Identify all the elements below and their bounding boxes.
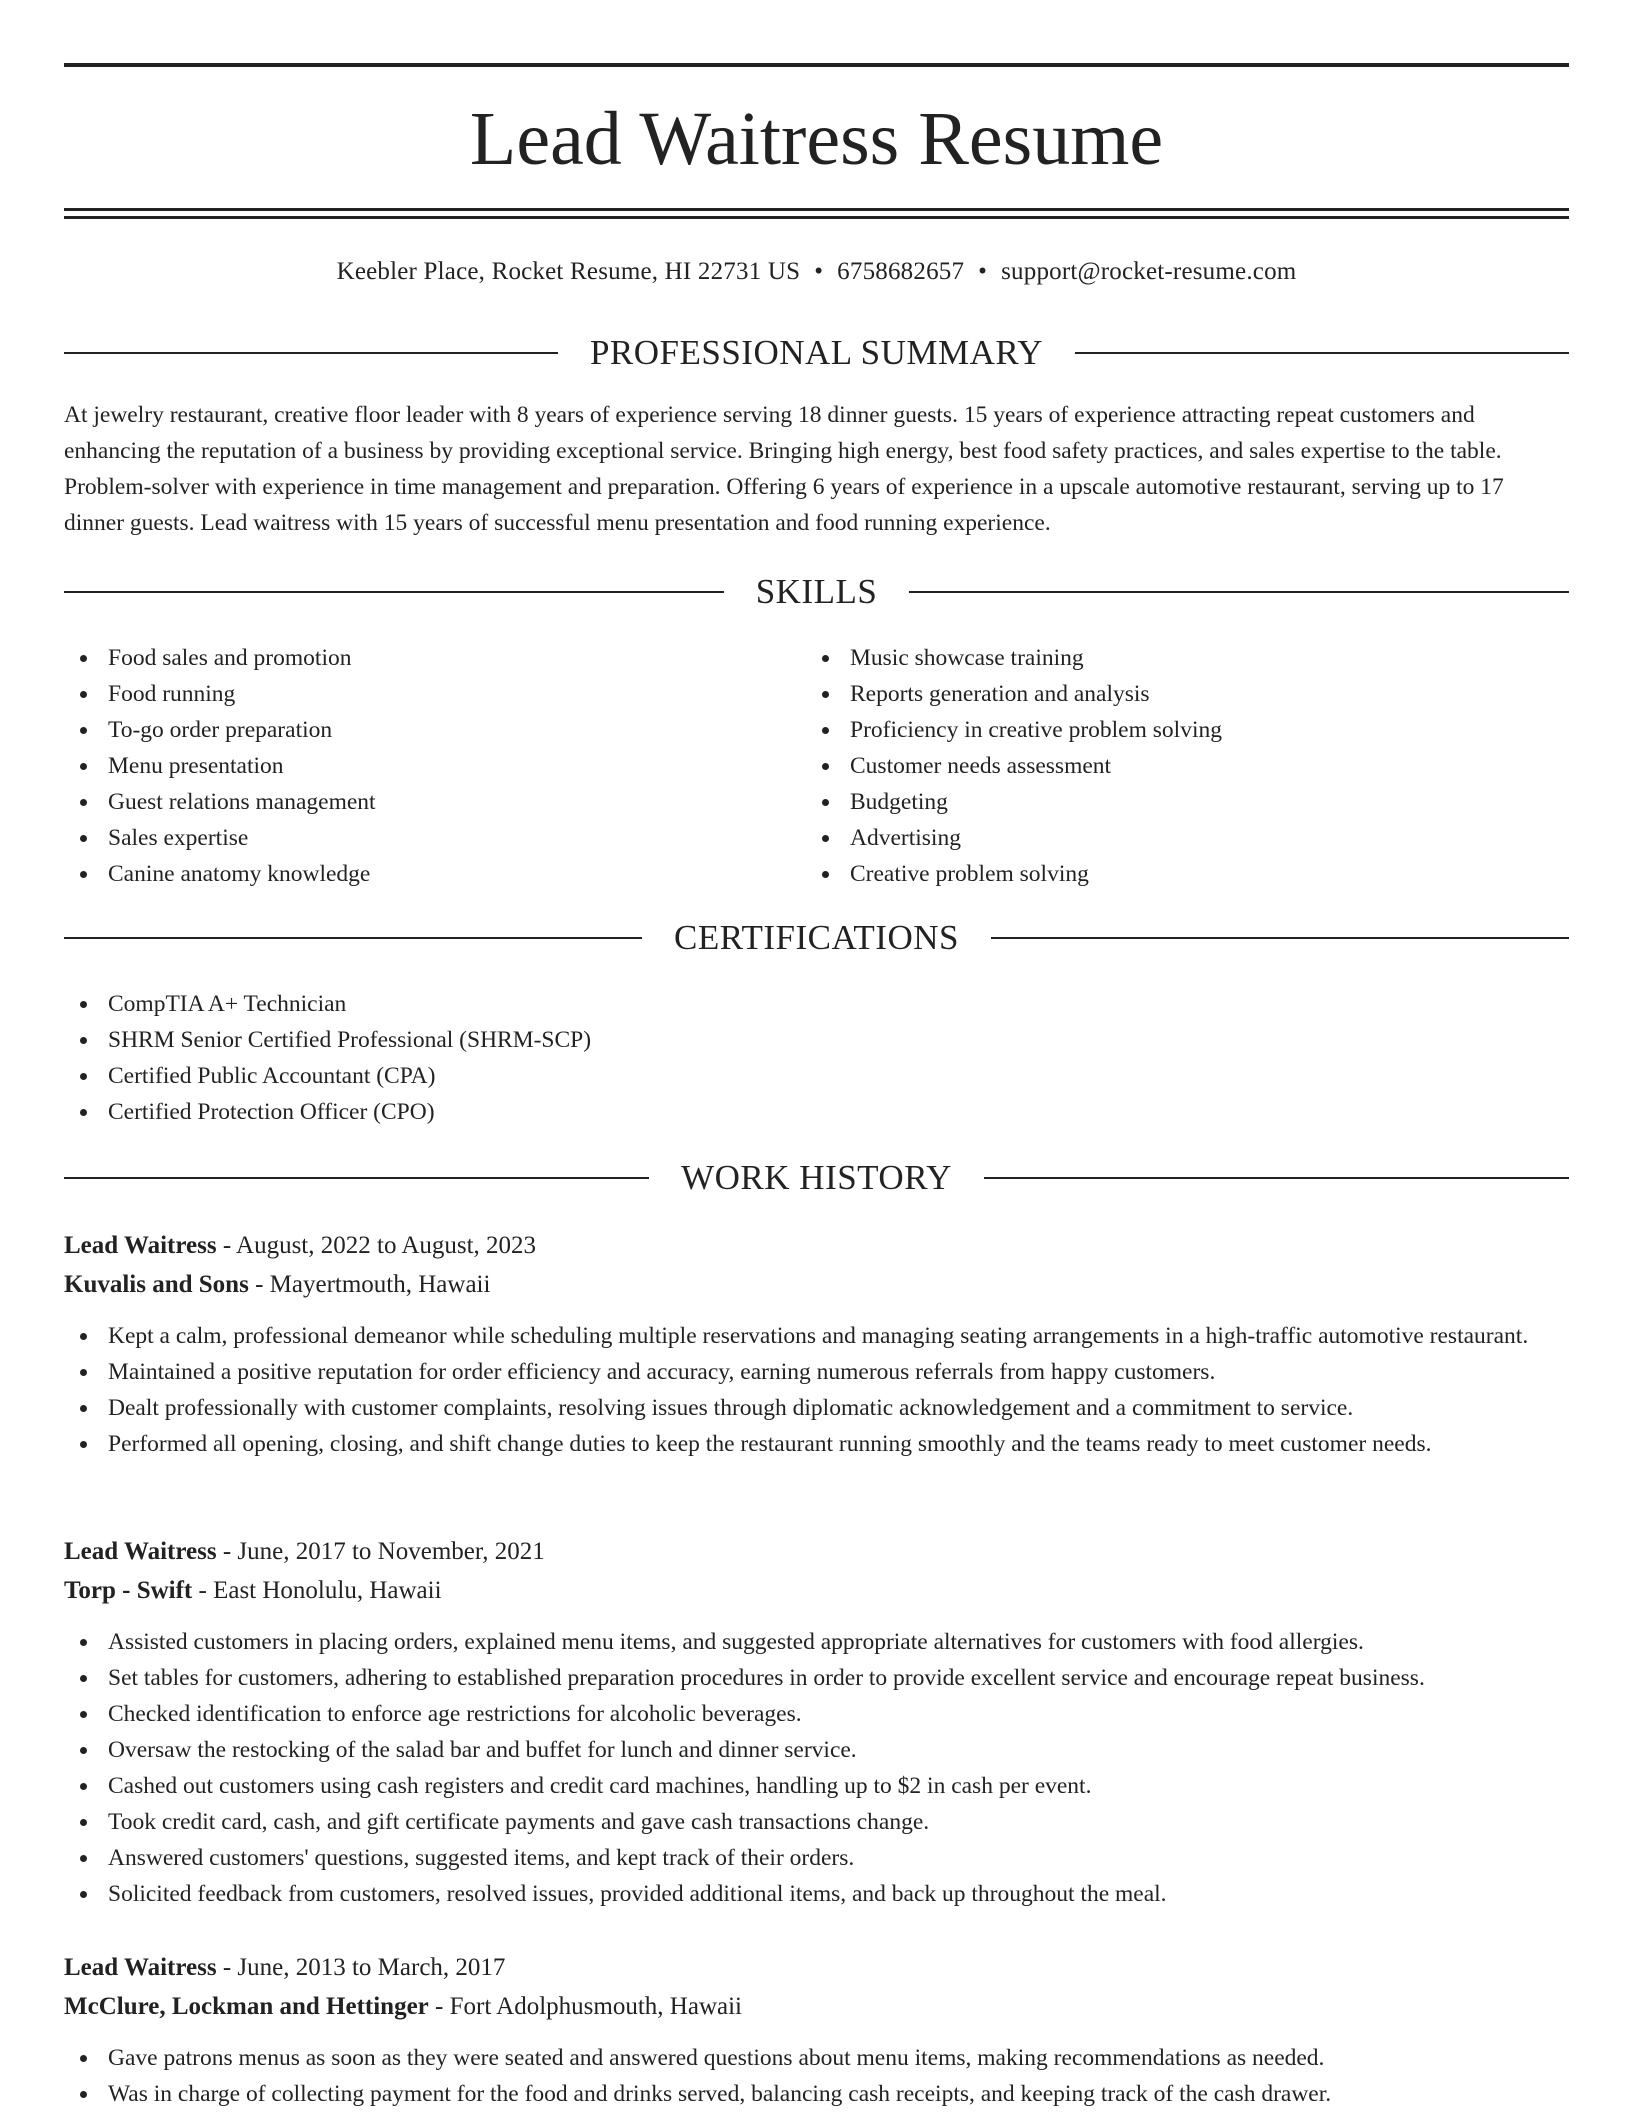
skill-item: Sales expertise	[64, 820, 804, 856]
contact-phone: 6758682657	[837, 258, 965, 285]
job-bullet: Was in charge of collecting payment for the food and drinks served, balancing cash receipts, and keeping track of the cash drawer.	[64, 2076, 1569, 2112]
certification-item: Certified Protection Officer (CPO)	[64, 1094, 1569, 1130]
section-rule	[991, 937, 1569, 939]
job-company-line	[64, 1988, 1569, 2026]
skill-item: Canine anatomy knowledge	[64, 856, 804, 892]
job-entry	[64, 1533, 1569, 1912]
header-top-rule	[64, 63, 1569, 67]
job-title-line	[64, 1949, 1569, 1987]
job-title-line	[64, 1533, 1569, 1571]
job-bullet: Oversaw the restocking of the salad bar and buffet for lunch and dinner service.	[64, 1732, 1569, 1768]
skills-list-left	[64, 640, 804, 892]
job-bullet: Cashed out customers using cash registers and credit card machines, handling up to $2 in cash per event.	[64, 1768, 1569, 1804]
section-heading-work-history	[64, 1156, 1569, 1200]
job-bullet: Gave patrons menus as soon as they were seated and answered questions about menu items, making recommendations as needed.	[64, 2040, 1569, 2076]
job-role: Lead Waitress	[64, 1538, 217, 1565]
job-bullet: Took credit card, cash, and gift certificate payments and gave cash transactions change.	[64, 1804, 1569, 1840]
section-title: CERTIFICATIONS	[674, 918, 959, 957]
section-rule	[1075, 352, 1569, 354]
job-dates: - June, 2013 to March, 2017	[216, 1954, 506, 1981]
contact-address: Keebler Place, Rocket Resume, HI 22731 US	[336, 258, 801, 285]
job-role: Lead Waitress	[64, 1954, 217, 1981]
job-company-line	[64, 1572, 1569, 1610]
skill-item: Customer needs assessment	[806, 748, 1566, 784]
job-bullets	[64, 1624, 1569, 1912]
job-company-line	[64, 1266, 1569, 1304]
section-rule	[984, 1177, 1569, 1179]
section-heading-certifications	[64, 916, 1569, 960]
skill-item: Menu presentation	[64, 748, 804, 784]
header-bottom-rule	[64, 208, 1569, 211]
job-bullets	[64, 1318, 1569, 1462]
job-bullet: Solicited feedback from customers, resolved issues, provided additional items, and back up throughout the meal.	[64, 1876, 1569, 1912]
skill-item: Music showcase training	[806, 640, 1566, 676]
skills-list-right	[806, 640, 1566, 892]
skill-item: Advertising	[806, 820, 1566, 856]
skill-item: Reports generation and analysis	[806, 676, 1566, 712]
section-heading-summary	[64, 331, 1569, 375]
job-role: Lead Waitress	[64, 1232, 217, 1259]
job-location: - Fort Adolphusmouth, Hawaii	[428, 1993, 742, 2020]
summary-paragraph: At jewelry restaurant, creative floor leader with 8 years of experience serving 18 dinner guests. 15 years of experience attracting repeat customers and enhancing the reputation of a business by providing exceptional service. Bringing high energy, best food safety practices, and sales expertise to the table. Problem-solver with experience in time management and preparation. Offering 6 years of experience in a upscale automotive restaurant, serving up to 17 dinner guests. Lead waitress with 15 years of successful menu presentation and food running experience.	[64, 402, 1504, 536]
certifications-list	[64, 986, 1569, 1130]
header-bottom-rule-second	[64, 216, 1569, 219]
skill-item: To-go order preparation	[64, 712, 804, 748]
certification-item: CompTIA A+ Technician	[64, 986, 1569, 1022]
job-bullet: Checked identification to enforce age restrictions for alcoholic beverages.	[64, 1696, 1569, 1732]
skill-item: Guest relations management	[64, 784, 804, 820]
contact-email: support@rocket-resume.com	[1001, 258, 1297, 285]
section-rule	[64, 591, 724, 593]
job-bullet: Dealt professionally with customer complaints, resolving issues through diplomatic acknowledgement and a commitment to service.	[64, 1390, 1569, 1426]
contact-separator: •	[978, 258, 988, 285]
job-location: - East Honolulu, Hawaii	[192, 1577, 442, 1604]
skill-item: Food sales and promotion	[64, 640, 804, 676]
job-location: - Mayertmouth, Hawaii	[248, 1271, 491, 1298]
job-entry	[64, 1227, 1569, 1462]
section-rule	[64, 1177, 649, 1179]
job-company: Kuvalis and Sons	[64, 1271, 249, 1298]
job-bullet: Performed all opening, closing, and shift change duties to keep the restaurant running smoothly and the teams ready to meet customer needs.	[64, 1426, 1569, 1462]
job-bullet: Assisted customers in placing orders, explained menu items, and suggested appropriate alternatives for customers with food allergies.	[64, 1624, 1569, 1660]
section-rule	[64, 352, 558, 354]
section-title: PROFESSIONAL SUMMARY	[589, 333, 1044, 372]
job-company: McClure, Lockman and Hettinger	[64, 1993, 429, 2020]
contact-line	[64, 254, 1569, 290]
job-bullet: Set tables for customers, adhering to established preparation procedures in order to provide excellent service and encourage repeat business.	[64, 1660, 1569, 1696]
certification-item: SHRM Senior Certified Professional (SHRM-SCP)	[64, 1022, 1569, 1058]
job-bullets	[64, 2040, 1569, 2112]
contact-separator: •	[814, 258, 824, 285]
job-company: Torp - Swift	[64, 1577, 193, 1604]
section-title: WORK HISTORY	[681, 1158, 952, 1197]
section-rule	[64, 937, 642, 939]
job-bullet: Answered customers' questions, suggested items, and kept track of their orders.	[64, 1840, 1569, 1876]
skill-item: Budgeting	[806, 784, 1566, 820]
job-title-line	[64, 1227, 1569, 1265]
skill-item: Proficiency in creative problem solving	[806, 712, 1566, 748]
skill-item: Food running	[64, 676, 804, 712]
skill-item: Creative problem solving	[806, 856, 1566, 892]
job-entry	[64, 1949, 1569, 2112]
job-dates: - June, 2017 to November, 2021	[216, 1538, 545, 1565]
section-heading-skills	[64, 570, 1569, 614]
job-dates: - August, 2022 to August, 2023	[216, 1232, 537, 1259]
certification-item: Certified Public Accountant (CPA)	[64, 1058, 1569, 1094]
job-bullet: Maintained a positive reputation for order efficiency and accuracy, earning numerous referrals from happy customers.	[64, 1354, 1569, 1390]
resume-title: Lead Waitress Resume	[469, 97, 1164, 181]
section-title: SKILLS	[755, 572, 878, 611]
section-rule	[909, 591, 1569, 593]
job-bullet: Kept a calm, professional demeanor while scheduling multiple reservations and managing seating arrangements in a high-traffic automotive restaurant.	[64, 1318, 1569, 1354]
